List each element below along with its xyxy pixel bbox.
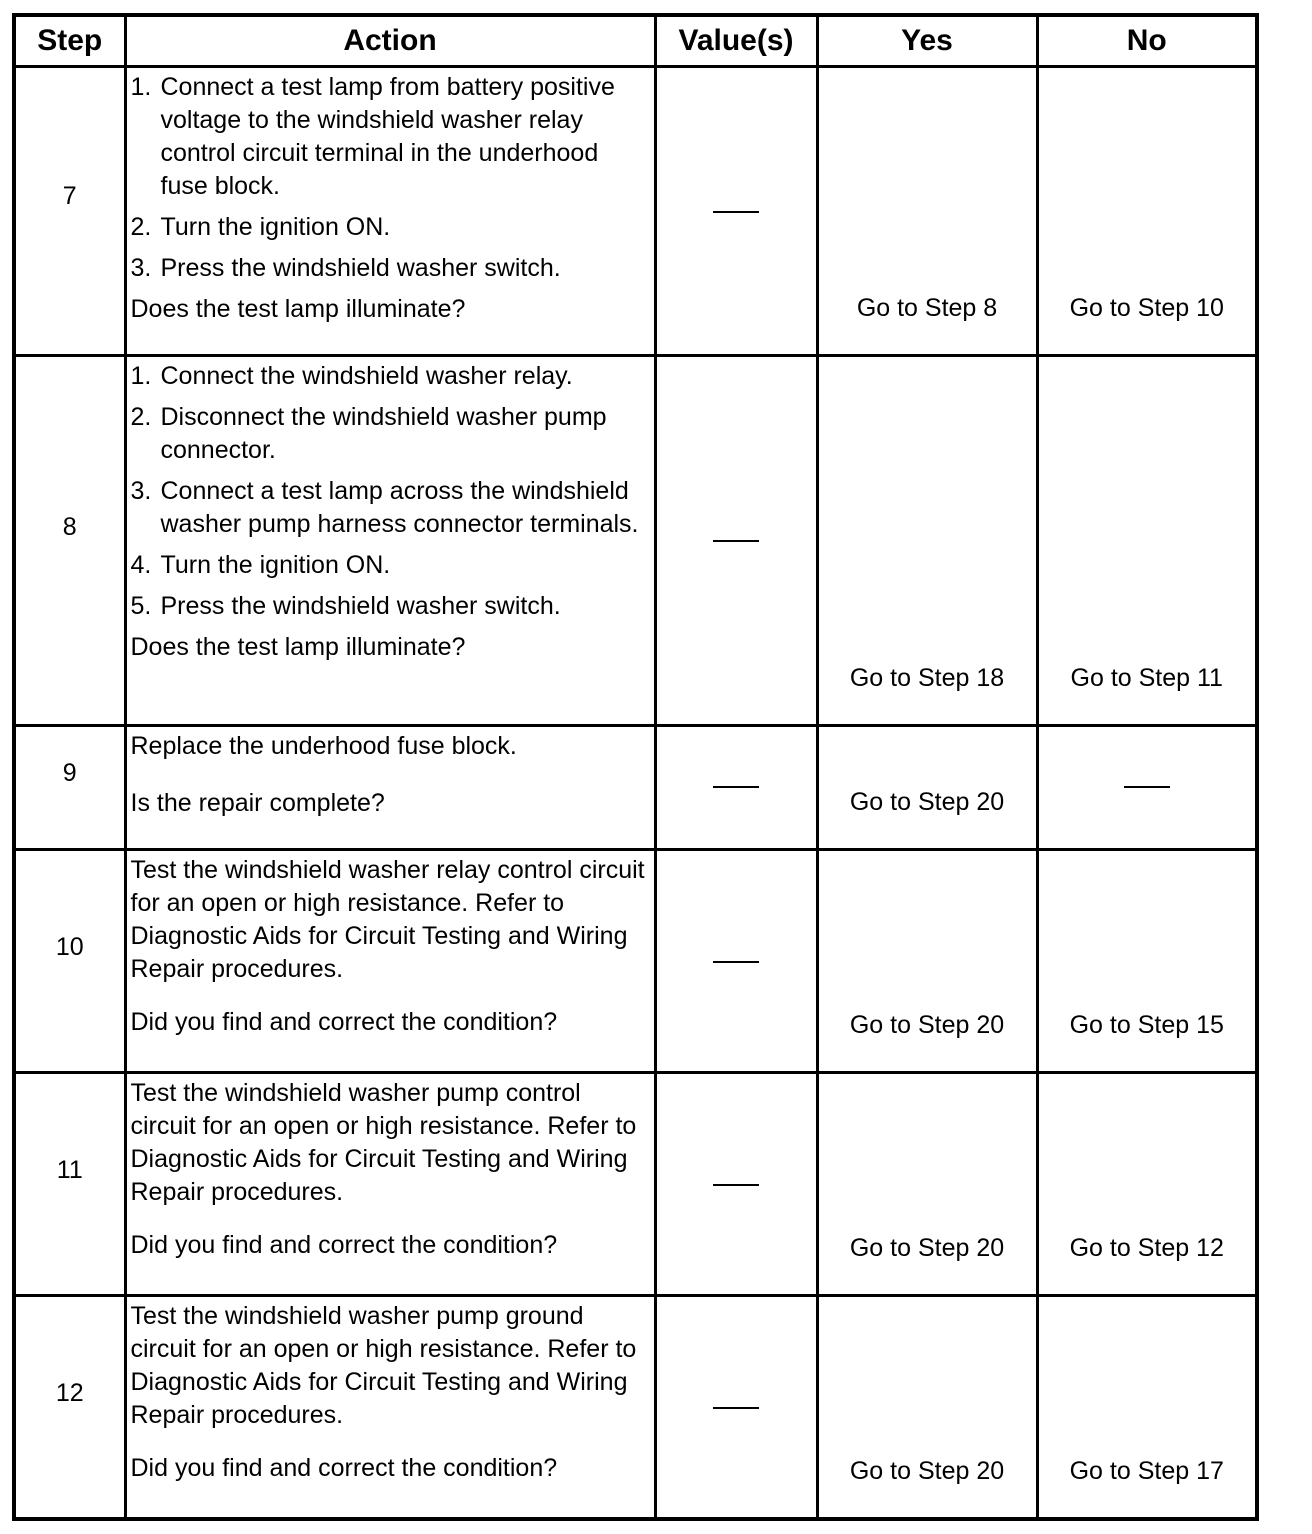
question-text: Did you find and correct the condition?: [130, 1231, 558, 1259]
header-action: Action: [125, 15, 655, 67]
table-row: [14, 726, 1257, 850]
item-text: Disconnect the windshield washer pump connector.: [160, 403, 607, 464]
no-result: Go to Step 12: [1069, 1234, 1224, 1262]
diagnostic-table: [12, 13, 1259, 1521]
header-no: No: [1037, 15, 1257, 67]
item-number: 5.: [130, 592, 152, 620]
table-row: [14, 356, 1257, 726]
list-item: [131, 71, 650, 203]
item-number: 1.: [130, 73, 152, 101]
table-row: [14, 850, 1257, 1073]
question-text: Did you find and correct the condition?: [130, 1454, 558, 1482]
action-text: Test the windshield washer pump ground circuit for an open or high resistance. Refer to Diagnostic Aids for Circuit Testing and Wiring Repair procedures.: [130, 1302, 637, 1429]
yes-result: Go to Step 8: [856, 294, 998, 322]
action-cell: [127, 727, 654, 820]
yes-result: Go to Step 20: [849, 1011, 1005, 1039]
action-cell: [127, 357, 654, 664]
item-text: Turn the ignition ON.: [160, 213, 391, 241]
item-text: Connect a test lamp from battery positive voltage to the windshield washer relay control circuit terminal in the underhood fuse block.: [160, 73, 615, 200]
list-item: [131, 475, 650, 541]
no-result: Go to Step 15: [1069, 1011, 1224, 1039]
no-result: Go to Step 17: [1069, 1457, 1224, 1485]
no-result: Go to Step 10: [1069, 294, 1224, 322]
yes-result: Go to Step 20: [849, 788, 1005, 816]
yes-result: Go to Step 20: [849, 1234, 1005, 1262]
step-number: 10: [55, 933, 84, 961]
item-text: Press the windshield washer switch.: [160, 254, 561, 282]
item-number: 2.: [130, 403, 152, 431]
item-number: 3.: [130, 477, 152, 505]
step-number: 12: [55, 1379, 84, 1407]
step-number: 11: [56, 1156, 83, 1184]
step-number: 7: [62, 182, 77, 210]
item-number: 4.: [130, 551, 152, 579]
item-number: 3.: [130, 254, 152, 282]
action-text: Replace the underhood fuse block.: [130, 732, 517, 760]
list-item: [131, 401, 650, 467]
yes-result: Go to Step 18: [849, 664, 1005, 692]
step-number: 9: [62, 759, 77, 787]
value-dash: [713, 1184, 759, 1186]
item-text: Connect the windshield washer relay.: [160, 362, 573, 390]
value-dash: [713, 1407, 759, 1409]
action-cell: [127, 1297, 654, 1485]
table-row: [14, 67, 1257, 356]
action-cell: [127, 1074, 654, 1262]
list-item: [131, 211, 650, 244]
no-result: Go to Step 11: [1070, 664, 1223, 692]
header-yes: Yes: [817, 15, 1037, 67]
list-item: [131, 549, 650, 582]
header-row: [14, 15, 1257, 67]
yes-result: Go to Step 20: [849, 1457, 1005, 1485]
item-number: 2.: [130, 213, 152, 241]
list-item: [131, 252, 650, 285]
value-dash: [713, 540, 759, 542]
value-dash: [713, 211, 759, 213]
no-result-dash: [1124, 786, 1170, 788]
item-text: Turn the ignition ON.: [160, 551, 391, 579]
action-cell: [127, 851, 654, 1039]
question-text: Is the repair complete?: [130, 789, 385, 817]
step-number: 8: [62, 513, 77, 541]
table-row: [14, 1073, 1257, 1296]
value-dash: [713, 786, 759, 788]
table-row: [14, 1296, 1257, 1519]
question-text: Does the test lamp illuminate?: [130, 633, 466, 661]
action-text: Test the windshield washer relay control circuit for an open or high resistance. Refer to Diagnostic Aids for Circuit Testing and Wiring Repair procedures.: [130, 856, 645, 983]
action-text: Test the windshield washer pump control circuit for an open or high resistance. Refer to Diagnostic Aids for Circuit Testing and Wiring Repair procedures.: [130, 1079, 637, 1206]
item-text: Connect a test lamp across the windshield washer pump harness connector terminals.: [160, 477, 639, 538]
item-text: Press the windshield washer switch.: [160, 592, 561, 620]
list-item: [131, 360, 650, 393]
header-values: Value(s): [655, 15, 817, 67]
question-text: Does the test lamp illuminate?: [130, 295, 466, 323]
question-text: Did you find and correct the condition?: [130, 1008, 558, 1036]
value-dash: [713, 961, 759, 963]
item-number: 1.: [130, 362, 152, 390]
list-item: [131, 590, 650, 623]
header-step: Step: [14, 15, 125, 67]
action-cell: [127, 68, 654, 326]
